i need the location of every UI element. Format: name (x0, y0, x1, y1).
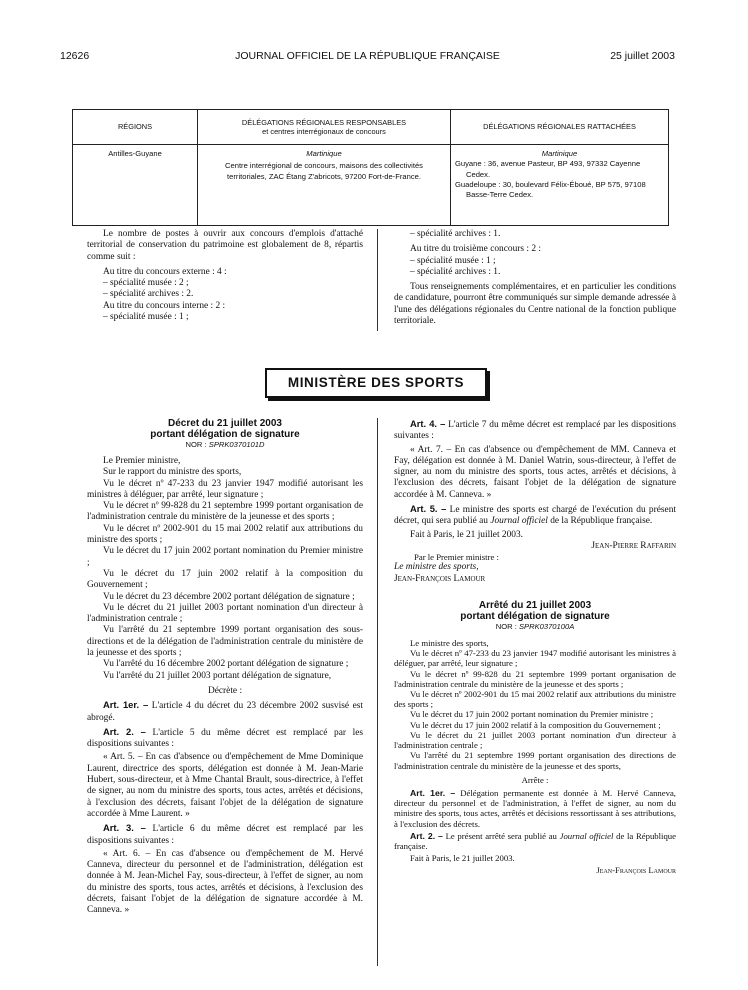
article-text: Délégation permanente est donnée à M. Hervé Canneva, directeur du personnel et de l'administration, à l'effet de signer, au nom du ministre des sports, tous actes, arrêtés et décisions ressortissant à ses attributions, à l'exclusion des décrets. (394, 787, 676, 829)
right-column (394, 418, 676, 876)
decret-signer-minister: Jean-François Lamour (394, 573, 486, 584)
article-text-b: de la République française. (394, 830, 677, 851)
cell-responsable (198, 145, 451, 226)
cell-rattachees-line2: Guadeloupe : 30, boulevard Félix-Éboué, BP 575, 97108 Basse-Terre Cedex. (455, 179, 646, 199)
page-header (60, 50, 675, 66)
column-divider (377, 229, 378, 331)
visa: Vu le décret du 21 juillet 2003 portant nomination d'un directeur à l'administration centrale ; (394, 729, 676, 751)
paragraph: – spécialité musée : 1 ; (410, 255, 496, 266)
arrete-body (394, 638, 676, 875)
article-1 (87, 699, 363, 724)
arrete-title: Arrêté du 21 juillet 2003 (478, 600, 592, 612)
visa: Vu le décret nº 99-828 du 21 septembre 1999 portant organisation de l'administration centrale du ministère de la jeunesse et des sports ; (394, 668, 676, 689)
visa: Vu l'arrêté du 16 décembre 2002 portant délégation de signature ; (103, 659, 349, 670)
paragraph: Au titre du concours externe : 4 : (103, 266, 227, 277)
article-2 (87, 726, 363, 751)
arrete-article-1 (394, 788, 676, 829)
article-5 (394, 503, 676, 528)
col-header-responsables (198, 110, 451, 145)
decret-subtitle: portant délégation de signature (150, 429, 300, 440)
cell-rattachees (451, 145, 669, 226)
visa: Le ministre des sports, (410, 638, 489, 649)
decret-column (87, 418, 363, 917)
paragraph: – spécialité musée : 1 ; (103, 312, 189, 323)
visa: Vu le décret nº 2002-901 du 15 mai 2002 relatif aux attributions du ministre des sports ; (394, 689, 676, 710)
visa: Vu le décret du 17 juin 2002 portant nomination du Premier ministre ; (87, 546, 363, 568)
ministry-heading: MINISTÈRE DES SPORTS (265, 368, 487, 398)
article-label: Art. 2. – (410, 830, 443, 841)
article-text: L'article 7 du même décret est remplacé par les dispositions suivantes : (394, 420, 677, 442)
decret-by-pm: Par le Premier ministre : (414, 552, 499, 563)
visa: Vu le décret du 17 juin 2002 relatif à la composition du Gouvernement ; (410, 719, 661, 730)
visa: Le Premier ministre, (103, 456, 181, 466)
decret-signer-pm: Jean-Pierre Raffarin (591, 540, 676, 551)
visa: Vu le décret du 17 juin 2002 portant nomination du Premier ministre ; (410, 709, 654, 720)
visa: Vu le décret du 23 décembre 2002 portant délégation de signature ; (103, 591, 355, 602)
decrete: Décrète : (207, 685, 243, 696)
col-header-responsables-line1: DÉLÉGATIONS RÉGIONALES RESPONSABLES (241, 117, 407, 127)
article-text: L'article 4 du décret du 23 décembre 2002 susvisé est abrogé. (87, 701, 364, 723)
decret-nor (87, 440, 363, 450)
cell-region: Antilles-Guyane (73, 145, 198, 226)
article-label: Art. 1er. – (103, 699, 149, 711)
table-header-row (73, 110, 669, 145)
upper-left-column (87, 229, 363, 323)
paragraph: Le nombre de postes à ouvrir aux concours d'emplois d'attaché territorial de conservation du patrimoine est globalement de 8, répartis comme suit : (87, 229, 363, 262)
column-divider (377, 418, 378, 966)
decret-minister-title: Le ministre des sports, (394, 562, 479, 573)
journal-title: JOURNAL OFFICIEL DE LA RÉPUBLIQUE FRANÇAISE (235, 50, 500, 62)
arrete-word: Arrête : (521, 774, 549, 785)
page-number: 12626 (60, 50, 90, 62)
article-label: Art. 3. – (103, 822, 146, 834)
table-row (73, 145, 669, 226)
cell-rattachees-title: Martinique (541, 149, 578, 158)
article-2-quote: « Art. 5. – En cas d'absence ou d'empêchement de Mme Dominique Laurent, directrice des sports, délégation est donnée à M. Jean-Marie Hubert, sous-directeur, et à Mme Chantal Brault, sous-directrice, à l'effet de signer, au nom du ministre des sports, tous actes, arrêtés et décisions, à l'exclusion des décrets, faisant l'objet de la délégation de signature accordée à Mme Laurent. » (87, 752, 363, 819)
article-label: Art. 5. – (410, 503, 447, 515)
paragraph: – spécialité archives : 1. (410, 266, 501, 277)
cell-responsable-text: Centre interrégional de concours, maisons des collectivités territoriales, ZAC Étang Z'abricots, 97200 Fort-de-France. (225, 161, 423, 181)
visa: Vu le décret nº 99-828 du 21 septembre 1999 portant organisation de l'administration centrale du ministère de la jeunesse et des sports ; (87, 501, 363, 523)
visa: Vu le décret du 17 juin 2002 relatif à la composition du Gouvernement ; (87, 568, 363, 591)
nor-code: SPRK0370100A (518, 622, 575, 632)
article-text-b: de la République française. (550, 516, 653, 527)
visa: Vu l'arrêté du 21 juillet 2003 portant délégation de signature, (103, 670, 332, 681)
nor-code: SPRK0370101D (208, 440, 265, 449)
article-3-quote: « Art. 6. – En cas d'absence ou d'empêchement de M. Hervé Canneva, directeur du personnel et de l'administration, délégation est donnée à M. Jean-Michel Fay, sous-directeur, à l'effet de signer, au nom du ministre des sports, tous actes, arrêtés et décisions, à l'exclusion des décrets, faisant l'objet de la délégation de signature accordée à M. Canneva. » (87, 848, 363, 916)
visa: Vu le décret nº 2002-901 du 15 mai 2002 relatif aux attributions du ministre des sports ; (87, 523, 363, 546)
nor-label: NOR : (185, 440, 207, 449)
arrete-nor (394, 622, 676, 632)
article-text: L'article 6 du même décret est remplacé par les dispositions suivantes : (87, 824, 364, 846)
arrete-article-2 (394, 831, 676, 851)
paragraph: Au titre du troisième concours : 2 : (410, 244, 541, 255)
upper-right-column (394, 229, 676, 327)
visa: Vu le décret du 21 juillet 2003 portant nomination d'un directeur à l'administration centrale ; (87, 602, 363, 625)
article-4-quote: « Art. 7. – En cas d'absence ou d'empêchement de MM. Canneva et Fay, délégation est donnée à M. Daniel Watrin, sous-directeur, à l'effet de signer, au nom du ministre des sports, tous actes, arrêtés et décisions, à l'exclusion des décrets, faisant l'objet de la délégation de signature accordée à M. Canneva. » (394, 444, 676, 500)
arrete-done: Fait à Paris, le 21 juillet 2003. (410, 853, 515, 864)
cell-rattachees-line1: Guyane : 36, avenue Pasteur, BP 493, 97332 Cayenne Cedex. (455, 159, 641, 179)
article-text-a: Le ministre des sports est chargé de l'exécution du présent décret, qui sera publié au (394, 505, 677, 527)
decret-title: Décret du 21 juillet 2003 (168, 418, 282, 429)
article-label: Art. 4. – (410, 418, 446, 429)
visa: Vu le décret nº 47-233 du 23 janvier 1947 modifié autorisant les ministres à déléguer, par arrêté, leur signature ; (87, 478, 363, 500)
col-header-rattachees: DÉLÉGATIONS RÉGIONALES RATTACHÉES (451, 110, 669, 145)
col-header-responsables-line2: et centres interrégionaux de concours (262, 127, 386, 136)
arrete-signer: Jean-François Lamour (596, 865, 676, 876)
col-header-regions: RÉGIONS (73, 110, 198, 145)
journal-officiel-italic: Journal officiel (490, 516, 548, 527)
article-3 (87, 822, 363, 847)
paragraph: – spécialité archives : 2. (103, 289, 194, 300)
visa: Sur le rapport du ministre des sports, (103, 467, 242, 478)
visa: Vu le décret nº 47-233 du 23 janvier 1947 modifié autorisant les ministres à déléguer, par arrêté, leur signature ; (394, 648, 676, 669)
arrete-subtitle: portant délégation de signature (460, 611, 610, 623)
visa: Vu l'arrêté du 21 septembre 1999 portant organisation des directions de l'administration centrale du ministère de la jeunesse et des sports, (394, 750, 676, 771)
journal-officiel-italic: Journal officiel (559, 830, 614, 841)
paragraph: – spécialité archives : 1. (410, 229, 501, 239)
article-4 (394, 418, 676, 443)
paragraph: Au titre du concours interne : 2 : (103, 300, 226, 311)
cell-responsable-title: Martinique (306, 149, 342, 158)
decret-done: Fait à Paris, le 21 juillet 2003. (410, 529, 524, 540)
paragraph: Tous renseignements complémentaires, et en particulier les conditions de candidature, pourront être communiqués sur simple demande adressée à l'une des délégations régionales du Centre national de la fonction publique territoriale. (394, 282, 676, 327)
article-label: Art. 2. – (103, 725, 146, 737)
regions-table (72, 109, 669, 226)
visa: Vu l'arrêté du 21 septembre 1999 portant organisation des sous-directions et de la délégation de l'administration centrale du ministère de la jeunesse et des sports ; (87, 625, 363, 659)
article-text: L'article 5 du même décret est remplacé par les dispositions suivantes : (87, 727, 364, 750)
nor-label: NOR : (495, 622, 517, 632)
article-text-a: Le présent arrêté sera publié au (445, 830, 557, 841)
article-label: Art. 1er. – (410, 787, 456, 798)
paragraph: – spécialité musée : 2 ; (103, 278, 189, 289)
issue-date: 25 juillet 2003 (610, 50, 675, 62)
